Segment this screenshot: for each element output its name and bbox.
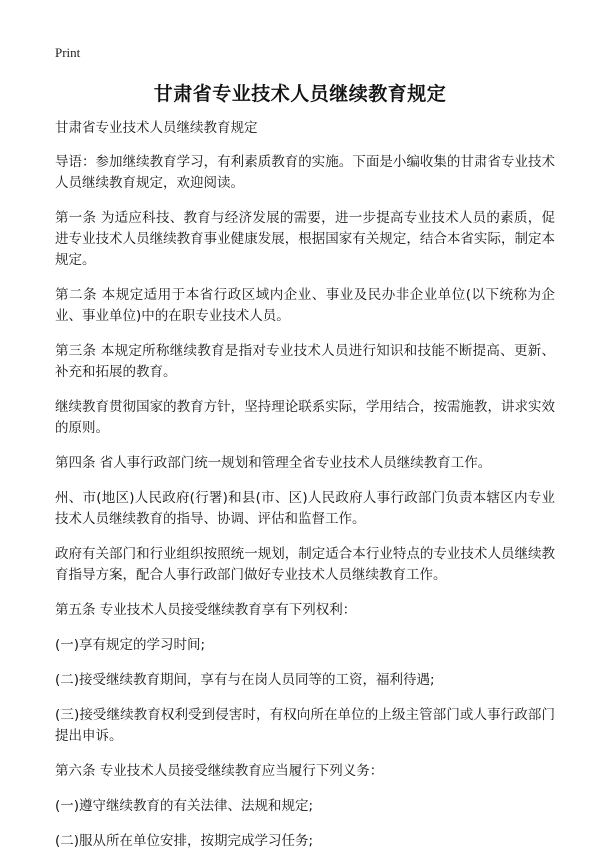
paragraph-article-6: 第六条 专业技术人员接受继续教育应当履行下列义务： xyxy=(55,763,384,779)
document-title: 甘肃省专业技术人员继续教育规定 xyxy=(153,83,447,105)
list-item: (一)遵守继续教育的有关法律、法规和规定; xyxy=(55,798,314,814)
list-item: (二)接受继续教育期间，享有与在岗人员同等的工资，福利待遇; xyxy=(55,672,435,688)
paragraph-article-3: 第三条 本规定所称继续教育是指对专业技术人员进行知识和技能不断提高、更新、补充和拓展的教育。 xyxy=(55,343,555,380)
paragraph-intro: 导语：参加继续教育学习，有利素质教育的实施。下面是小编收集的甘肃省专业技术人员继续教育规定，欢迎阅读。 xyxy=(55,154,555,191)
document-body xyxy=(55,118,555,866)
paragraph-article-1: 第一条 为适应科技、教育与经济发展的需要，进一步提高专业技术人员的素质，促进专业技术人员继续教育事业健康发展，根据国家有关规定，结合本省实际，制定本规定。 xyxy=(55,210,555,268)
paragraph-article-4-local: 州、市(地区)人民政府(行署)和县(市、区)人民政府人事行政部门负责本辖区内专业技术人员继续教育的指导、协调、评估和监督工作。 xyxy=(55,490,555,527)
print-label: Print xyxy=(55,45,81,60)
paragraph-article-4: 第四条 省人事行政部门统一规划和管理全省专业技术人员继续教育工作。 xyxy=(55,455,492,471)
paragraph-article-3-principle: 继续教育贯彻国家的教育方针，坚持理论联系实际，学用结合，按需施教，讲求实效的原则。 xyxy=(55,399,555,436)
paragraph-article-4-departments: 政府有关部门和行业组织按照统一规划，制定适合本行业特点的专业技术人员继续教育指导方案，配合人事行政部门做好专业技术人员继续教育工作。 xyxy=(55,546,555,583)
list-item: (三)接受继续教育权利受到侵害时，有权向所在单位的上级主管部门或人事行政部门提出申诉。 xyxy=(55,707,555,744)
paragraph-article-5: 第五条 专业技术人员接受继续教育享有下列权利： xyxy=(55,602,357,618)
list-item: (一)享有规定的学习时间; xyxy=(55,637,206,653)
paragraph-subtitle: 甘肃省专业技术人员继续教育规定 xyxy=(55,120,258,136)
paragraph-article-2: 第二条 本规定适用于本省行政区域内企业、事业及民办非企业单位(以下统称为企业、事业单位)中的在职专业技术人员。 xyxy=(55,287,555,324)
list-item: (二)服从所在单位安排，按期完成学习任务; xyxy=(55,833,314,849)
